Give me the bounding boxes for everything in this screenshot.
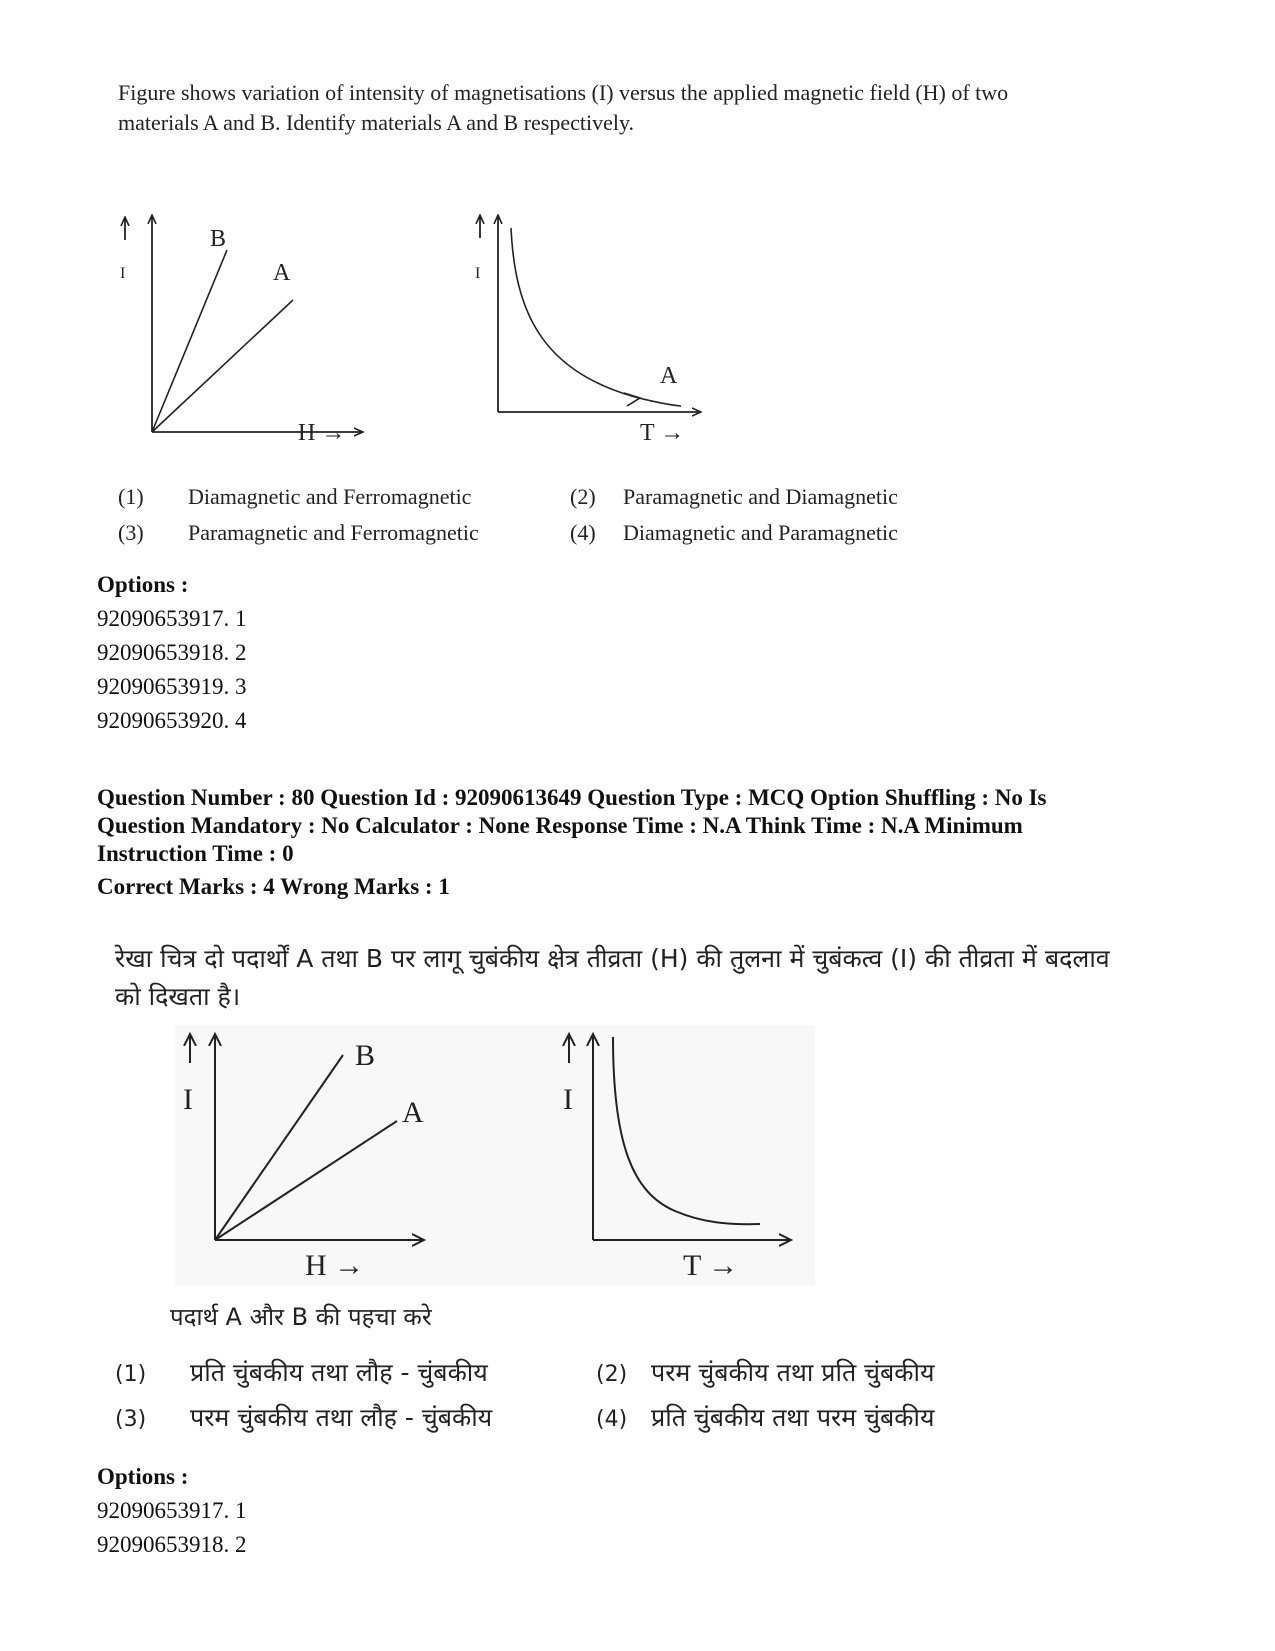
option-item: 92090653917. 1 xyxy=(97,1498,247,1523)
meta-line: Instruction Time : 0 xyxy=(97,841,294,866)
option-item: 92090653917. 1 xyxy=(97,606,247,631)
option-item: 92090653918. 2 xyxy=(97,640,247,665)
graph1-x-label: H → xyxy=(305,1249,365,1282)
options-heading: Options : xyxy=(97,1464,189,1489)
choice-4-hi xyxy=(596,1400,934,1434)
graph2-y-label: I xyxy=(563,1083,573,1116)
graph2-label-a: A xyxy=(660,363,678,389)
graph2-x-label: T → xyxy=(640,420,685,446)
choice-2-en xyxy=(570,484,898,510)
choice-text: प्रति चुंबकीय तथा परम चुंबकीय xyxy=(651,1403,935,1432)
choice-text: प्रति चुंबकीय तथा लौह - चुंबकीय xyxy=(190,1358,488,1387)
graph-background xyxy=(175,1025,815,1285)
choice-text: Paramagnetic and Ferromagnetic xyxy=(188,520,479,545)
magnetisation-graphs-en xyxy=(100,200,740,470)
option-item: 92090653918. 2 xyxy=(97,1532,247,1557)
options-heading: Options : xyxy=(97,572,189,597)
choice-number: (4) xyxy=(570,520,596,545)
graph1-line-b xyxy=(152,250,227,432)
choice-text: परम चुंबकीय तथा प्रति चुंबकीय xyxy=(651,1358,935,1387)
choice-4-en xyxy=(570,520,898,546)
choice-2-hi xyxy=(596,1355,934,1389)
magnetisation-graphs-hi xyxy=(175,1025,815,1285)
choice-text: परम चुंबकीय तथा लौह - चुंबकीय xyxy=(190,1403,493,1432)
choice-text: Paramagnetic and Diamagnetic xyxy=(623,484,898,509)
choice-number: (4) xyxy=(596,1407,628,1432)
graph1-label-a: A xyxy=(273,260,291,286)
choice-text: Diamagnetic and Ferromagnetic xyxy=(188,484,472,509)
graph2-y-label: I xyxy=(475,265,481,282)
option-item: 92090653919. 3 xyxy=(97,674,247,699)
choice-number: (1) xyxy=(118,484,144,509)
meta-line: Question Number : 80 Question Id : 92090613649 Question Type : MCQ Option Shuffling : No Is xyxy=(97,785,1047,810)
option-item: 92090653920. 4 xyxy=(97,708,247,733)
choice-1-en xyxy=(118,484,471,510)
graph1-line-a xyxy=(152,300,293,432)
question-text-hi: रेखा चित्र दो पदार्थों A तथा B पर लागू चुबंकीय क्षेत्र तीव्रता (H) की तुलना में चुबंकत्व (I) की तीव्रता में बदलाव को दिखता है। xyxy=(115,944,1110,1011)
graph1-y-label: I xyxy=(120,265,126,282)
graph1-label-b: B xyxy=(355,1039,376,1072)
choice-text: Diamagnetic and Paramagnetic xyxy=(623,520,898,545)
choice-3-en xyxy=(118,520,479,546)
options-block-2 xyxy=(97,1460,247,1562)
options-block-1 xyxy=(97,568,247,738)
choice-number: (1) xyxy=(115,1362,147,1387)
identify-text-hi: पदार्थ A और B की पहचा करे xyxy=(170,1303,432,1331)
graph2-curve xyxy=(511,228,681,406)
graph2-x-label: T → xyxy=(683,1249,739,1282)
marks-line: Correct Marks : 4 Wrong Marks : 1 xyxy=(97,874,450,899)
choice-3-hi xyxy=(115,1400,492,1434)
graph1-y-label: I xyxy=(183,1083,193,1116)
meta-line: Question Mandatory : No Calculator : None Response Time : N.A Think Time : N.A Minimum xyxy=(97,813,1023,838)
graph1-label-b: B xyxy=(210,226,227,252)
choice-number: (3) xyxy=(118,520,144,545)
choice-1-hi xyxy=(115,1355,488,1389)
choice-number: (2) xyxy=(596,1362,628,1387)
question-text-en: Figure shows variation of intensity of magnetisations (I) versus the applied magnetic field (H) of two materials A and B. Identify materials A and B respectively. xyxy=(118,80,1009,135)
choice-number: (2) xyxy=(570,484,596,509)
graph1-x-label: H → xyxy=(298,420,346,446)
choice-number: (3) xyxy=(115,1407,147,1432)
graph1-label-a: A xyxy=(402,1096,424,1129)
question-meta xyxy=(97,784,1047,901)
